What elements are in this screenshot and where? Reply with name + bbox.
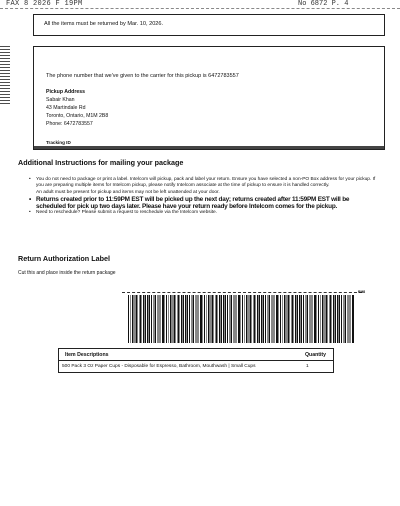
pickup-address (46, 89, 108, 129)
pickup-address-heading: Pickup Address (46, 89, 86, 95)
instruction-item: • Returns created prior to 11:59PM EST will be picked up the next day; returns created after 11:59PM EST will be scheduled for pick up two days later. Please have your return ready before Intelcom comes for the pickup. (32, 196, 380, 210)
cut-instruction: Cut this and place inside the return package (18, 270, 116, 276)
instructions-list (26, 177, 380, 217)
scan-margin-marks (0, 46, 10, 106)
return-deadline-text: All the items must be returned by Mar. 10, 2026. (44, 21, 164, 27)
fax-page-number: No 6872 P. 4 (298, 0, 349, 8)
table-row (59, 361, 333, 372)
box-bottom-shadow (34, 146, 384, 149)
barcode-code: RM8 (358, 290, 366, 294)
instruction-item: • You do not need to package or print a label. Intelcom will pickup, pack and label your return. Ensure you have selected a non-PO Box address for your pickup. If you are preparing multiple items for Intelcom pickup, please notify Intelcom associate at the time of pickup to ensure it is handled correctly. (32, 177, 380, 190)
instruction-item: • Need to reschedule? Please submit a request to reschedule via the Intelcom website. (32, 210, 380, 216)
return-deadline-box (33, 14, 385, 36)
item-description: 500 Pack 3 Oz Paper Cups - Disposable for Espresso, Bathroom, Mouthwash | Small Cups (62, 364, 256, 369)
label-title: Return Authorization Label (18, 254, 110, 263)
item-quantity: 1 (306, 364, 309, 369)
table-header (59, 349, 333, 361)
pickup-city: Toronto, Ontario, M1M 2B8 (46, 112, 109, 119)
return-barcode (128, 295, 354, 343)
pickup-info-box (33, 46, 385, 150)
col-description-header: Item Descriptions (65, 352, 109, 358)
instruction-item: An adult must be present for pickup and items may not be left unattended at your door. (36, 189, 220, 195)
fax-header: FAX 8 2026 F 19PM (6, 0, 83, 8)
instructions-title: Additional Instructions for mailing your package (18, 158, 184, 167)
items-table (58, 348, 334, 373)
tracking-id: Tracking ID (46, 140, 71, 145)
fax-header-rule (0, 8, 400, 9)
pickup-name: Sabair Khan (46, 96, 75, 103)
col-quantity-header: Quantity (305, 352, 327, 358)
cut-line (122, 292, 362, 293)
pickup-phone: Phone: 6472783557 (46, 120, 93, 127)
carrier-phone-note: The phone number that we've given to the carrier for this pickup is 6472783557 (46, 73, 239, 79)
pickup-street: 43 Martindale Rd (46, 104, 86, 111)
